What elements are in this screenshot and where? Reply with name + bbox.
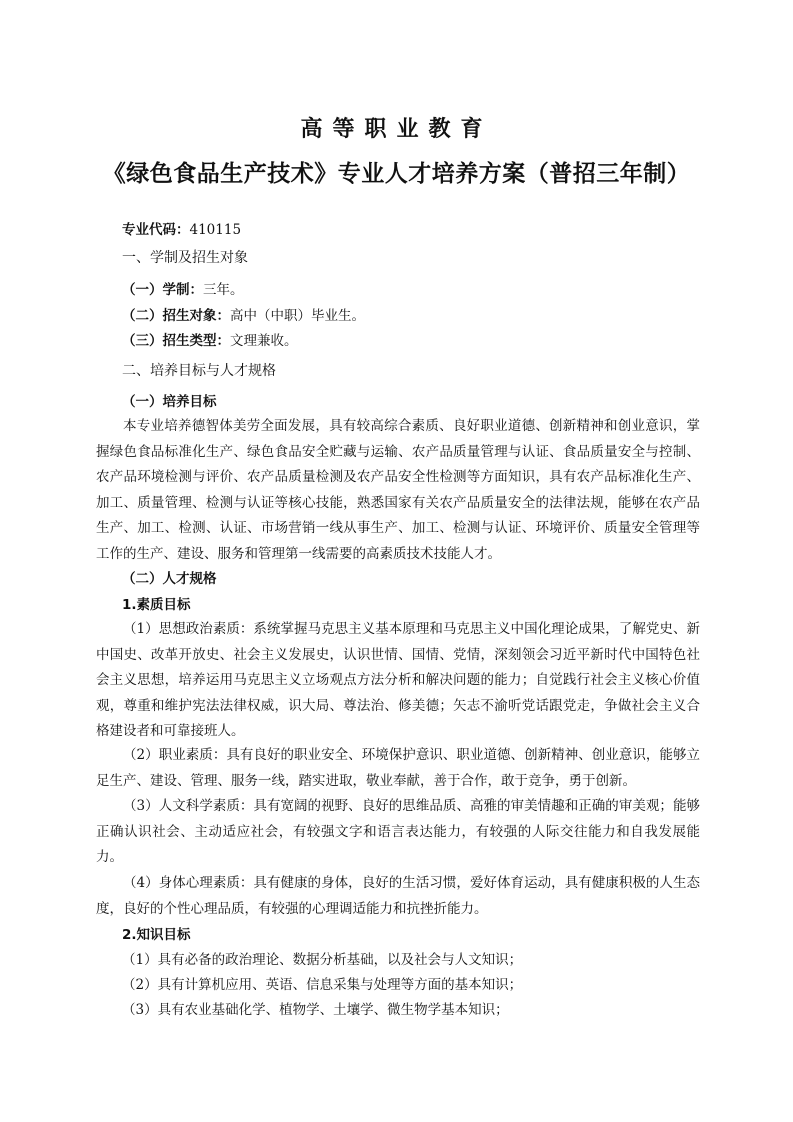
list-item: （1）具有必备的政治理论、数据分析基础，以及社会与人文知识； (122, 952, 523, 968)
program-code (122, 220, 241, 240)
item-value: 高中（中职）毕业生。 (230, 308, 365, 324)
list-item (122, 280, 244, 300)
item-value: 文理兼收。 (230, 333, 298, 349)
list-item (122, 331, 298, 351)
program-code-value: 410115 (189, 222, 242, 238)
list-item (122, 306, 365, 326)
item-label: 学制： (162, 282, 203, 298)
document-title: 高等职业教育 (300, 117, 493, 142)
subsection-heading: 2.知识目标 (122, 927, 191, 943)
paragraph: （4）身体心理素质：具有健康的身体，良好的生活习惯，爱好体育运动，具有健康积极的人生态度，良好的个性心理品质，有较强的心理调适能力和抗挫折能力。 (96, 875, 700, 917)
item-value: 三年。 (203, 282, 244, 298)
subsection-heading: （一）培养目标 (122, 394, 217, 410)
list-item: （2）具有计算机应用、英语、信息采集与处理等方面的基本知识； (122, 977, 523, 993)
subsection-heading: （二）人才规格 (122, 571, 217, 587)
item-prefix: （一） (122, 282, 163, 298)
paragraph: （1）思想政治素质：系统掌握马克思主义基本原理和马克思主义中国化理论成果，了解党史、新中国史、改革开放史、社会主义发展史，认识世情、国情、党情，深刻领会习近平新时代中国特色社会主义思想，培养运用马克思主义立场观点方法分析和解决问题的能力；自觉践行社会主义核心价值观，尊重和维护宪法法律权威，识大局、尊法治、修美德；矢志不渝听党话跟党走，争做社会主义合格建设者和可靠接班人。 (96, 621, 700, 739)
paragraph: 本专业培养德智体美劳全面发展，具有较高综合素质、良好职业道德、创新精神和创业意识，掌握绿色食品标准化生产、绿色食品安全贮藏与运输、农产品质量管理与认证、食品质量安全与控制、农产品环境检测与评价、农产品质量检测及农产品安全性检测等方面知识，具有农产品标准化生产、加工、质量管理、检测与认证等核心技能，熟悉国家有关农产品质量安全的法律法规，能够在农产品生产、加工、检测、认证、市场营销一线从事生产、加工、检测与认证、环境评价、质量安全管理等工作的生产、建设、服务和管理第一线需要的高素质技术技能人才。 (96, 418, 700, 562)
item-label: 招生对象： (162, 308, 230, 324)
program-code-label: 专业代码： (122, 222, 190, 238)
paragraph: （2）职业素质：具有良好的职业安全、环境保护意识、职业道德、创新精神、创业意识，能够立足生产、建设、管理、服务一线，踏实进取，敬业奉献，善于合作，敢于竞争，勇于创新。 (96, 747, 700, 789)
item-prefix: （二） (122, 308, 163, 324)
document-subtitle: 《绿色食品生产技术》专业人才培养方案（普招三年制） (102, 161, 691, 187)
section-heading: 二、培养目标与人才规格 (122, 363, 276, 379)
paragraph: （3）人文科学素质：具有宽阔的视野、良好的思维品质、高雅的审美情趣和正确的审美观；能够正确认识社会、主动适应社会，有较强文字和语言表达能力，有较强的人际交往能力和自我发展能力。 (96, 798, 700, 865)
item-label: 招生类型： (162, 333, 230, 349)
item-prefix: （三） (122, 333, 163, 349)
section-heading: 一、学制及招生对象 (122, 250, 248, 266)
subsection-heading: 1.素质目标 (122, 597, 191, 613)
list-item: （3）具有农业基础化学、植物学、土壤学、微生物学基本知识； (122, 1002, 509, 1018)
